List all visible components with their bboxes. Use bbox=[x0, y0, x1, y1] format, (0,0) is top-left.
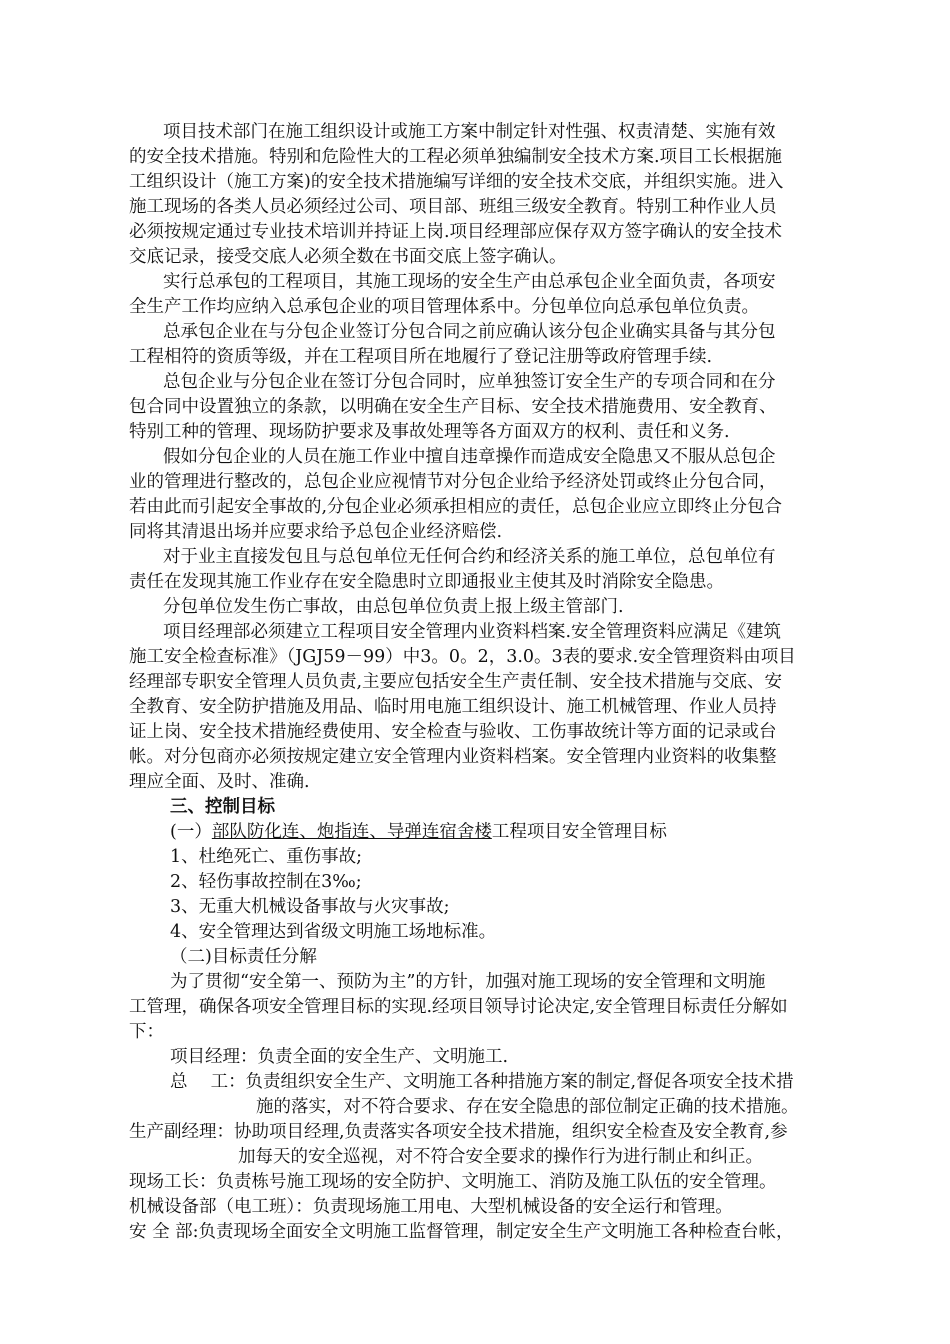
text-line: 的安全技术措施。特别和危险性大的工程必须单独编制安全技术方案.项目工长根据施 bbox=[129, 147, 783, 167]
list-item: 2、轻伤事故控制在3‰; bbox=[170, 872, 362, 892]
text-line: 交底记录，接受交底人必须全数在书面交底上签字确认。 bbox=[129, 247, 567, 267]
text-line: 全生产工作均应纳入总承包企业的项目管理体系中。分包单位向总承包单位负责。 bbox=[129, 297, 759, 317]
text-line: 总包企业与分包企业在签订分包合同时，应单独签订安全生产的专项合同和在分 bbox=[163, 372, 776, 392]
text-line: 假如分包企业的人员在施工作业中擅自违章操作而造成安全隐患又不服从总包企 bbox=[163, 447, 776, 467]
responsibility-deputy-manager: 生产副经理：协助项目经理,负责落实各项安全技术措施，组织安全检查及安全教育,参 bbox=[129, 1122, 788, 1142]
responsibility-safety-dept: 安 全 部:负责现场全面安全文明施工监督管理，制定安全生产文明施工各种检查台帐， bbox=[129, 1222, 794, 1242]
text-line: 理应全面、及时、准确. bbox=[129, 772, 310, 792]
text-line: 项目技术部门在施工组织设计或施工方案中制定针对性强、权责清楚、实施有效 bbox=[163, 122, 776, 142]
responsibility-mechanical-dept: 机械设备部（电工班）：负责现场施工用电、大型机械设备的安全运行和管理。 bbox=[129, 1197, 733, 1217]
text-line: 帐。对分包商亦必须按规定建立安全管理内业资料档案。安全管理内业资料的收集整 bbox=[129, 747, 777, 767]
text-line: 证上岗、安全技术措施经费使用、安全检查与验收、工伤事故统计等方面的记录或台 bbox=[129, 722, 777, 742]
text-line: 若由此而引起安全事故的,分包企业必须承担相应的责任，总包企业应立即终止分包合 bbox=[129, 497, 783, 517]
text-line: 经理部专职安全管理人员负责,主要应包括安全生产责任制、安全技术措施与交底、安 bbox=[129, 672, 783, 692]
responsibility-deputy-manager-cont: 加每天的安全巡视，对不符合安全要求的操作行为进行制止和纠正。 bbox=[238, 1147, 763, 1167]
text-line: 必须按规定通过专业技术培训并持证上岗.项目经理部应保存双方签字确认的安全技术 bbox=[129, 222, 783, 242]
text-line: 施工现场的各类人员必须经过公司、项目部、班组三级安全教育。特别工种作业人员 bbox=[129, 197, 777, 217]
text-line: 业的管理进行整改的，总包企业应视情节对分包企业给予经济处罚或终止分包合同， bbox=[129, 472, 777, 492]
responsibility-chief-engineer-cont: 施的落实，对不符合要求、存在安全隐患的部位制定正确的技术措施。 bbox=[256, 1097, 799, 1117]
section-title: 三、控制目标 bbox=[170, 797, 275, 817]
list-item: 4、安全管理达到省级文明施工场地标准。 bbox=[170, 922, 497, 942]
text-line: 实行总承包的工程项目，其施工现场的安全生产由总承包企业全面负责，各项安 bbox=[163, 272, 776, 292]
text-line: 特别工种的管理、现场防护要求及事故处理等各方面双方的权利、责任和义务. bbox=[129, 422, 730, 442]
project-name: 部队防化连、炮指连、导弹连宿舍楼 bbox=[211, 822, 492, 842]
text-line: 工组织设计（施工方案)的安全技术措施编写详细的安全技术交底，并组织实施。进入 bbox=[129, 172, 784, 192]
responsibility-site-foreman: 现场工长：负责栋号施工现场的安全防护、文明施工、消防及施工队伍的安全管理。 bbox=[129, 1172, 777, 1192]
subheading-suffix: 工程项目安全管理目标 bbox=[491, 822, 667, 842]
text-line: 施工安全检查标准》（JGJ59－99）中3。0。2，3.0。3表的要求.安全管理资料由项目 bbox=[129, 647, 796, 667]
list-item: 3、无重大机械设备事故与火灾事故; bbox=[170, 897, 450, 917]
text-line: 项目经理部必须建立工程项目安全管理内业资料档案.安全管理资料应满足《建筑 bbox=[163, 622, 782, 642]
text-line: 责任在发现其施工作业存在安全隐患时立即通报业主使其及时消除安全隐患。 bbox=[129, 572, 724, 592]
responsibility-project-manager: 项目经理：负责全面的安全生产、文明施工. bbox=[170, 1047, 509, 1067]
responsibility-chief-engineer: 总 工：负责组织安全生产、文明施工各种措施方案的制定,督促各项安全技术措 bbox=[170, 1072, 794, 1092]
text-line: 同将其清退出场并应要求给予总包企业经济赔偿. bbox=[129, 522, 503, 542]
text-line: 工程相符的资质等级，并在工程项目所在地履行了登记注册等政府管理手续. bbox=[129, 347, 713, 367]
list-item: 1、杜绝死亡、重伤事故; bbox=[170, 847, 363, 867]
text-line: 总承包企业在与分包企业签订分包合同之前应确认该分包企业确实具备与其分包 bbox=[163, 322, 776, 342]
text-line: 对于业主直接发包且与总包单位无任何合约和经济关系的施工单位，总包单位有 bbox=[163, 547, 776, 567]
text-line: 工管理，确保各项安全管理目标的实现.经项目领导讨论决定,安全管理目标责任分解如 bbox=[129, 997, 788, 1017]
subheading-safety-goals bbox=[170, 820, 667, 844]
subheading-responsibility: （二)目标责任分解 bbox=[170, 947, 317, 967]
text-line: 为了贯彻“安全第一、预防为主”的方针，加强对施工现场的安全管理和文明施 bbox=[170, 972, 766, 992]
subheading-prefix: (一） bbox=[170, 822, 212, 842]
text-line: 包合同中设置独立的条款，以明确在安全生产目标、安全技术措施费用、安全教育、 bbox=[129, 397, 777, 417]
text-line: 全教育、安全防护措施及用品、临时用电施工组织设计、施工机械管理、作业人员持 bbox=[129, 697, 777, 717]
text-line: 下： bbox=[129, 1022, 164, 1042]
text-line: 分包单位发生伤亡事故，由总包单位负责上报上级主管部门. bbox=[163, 597, 624, 617]
